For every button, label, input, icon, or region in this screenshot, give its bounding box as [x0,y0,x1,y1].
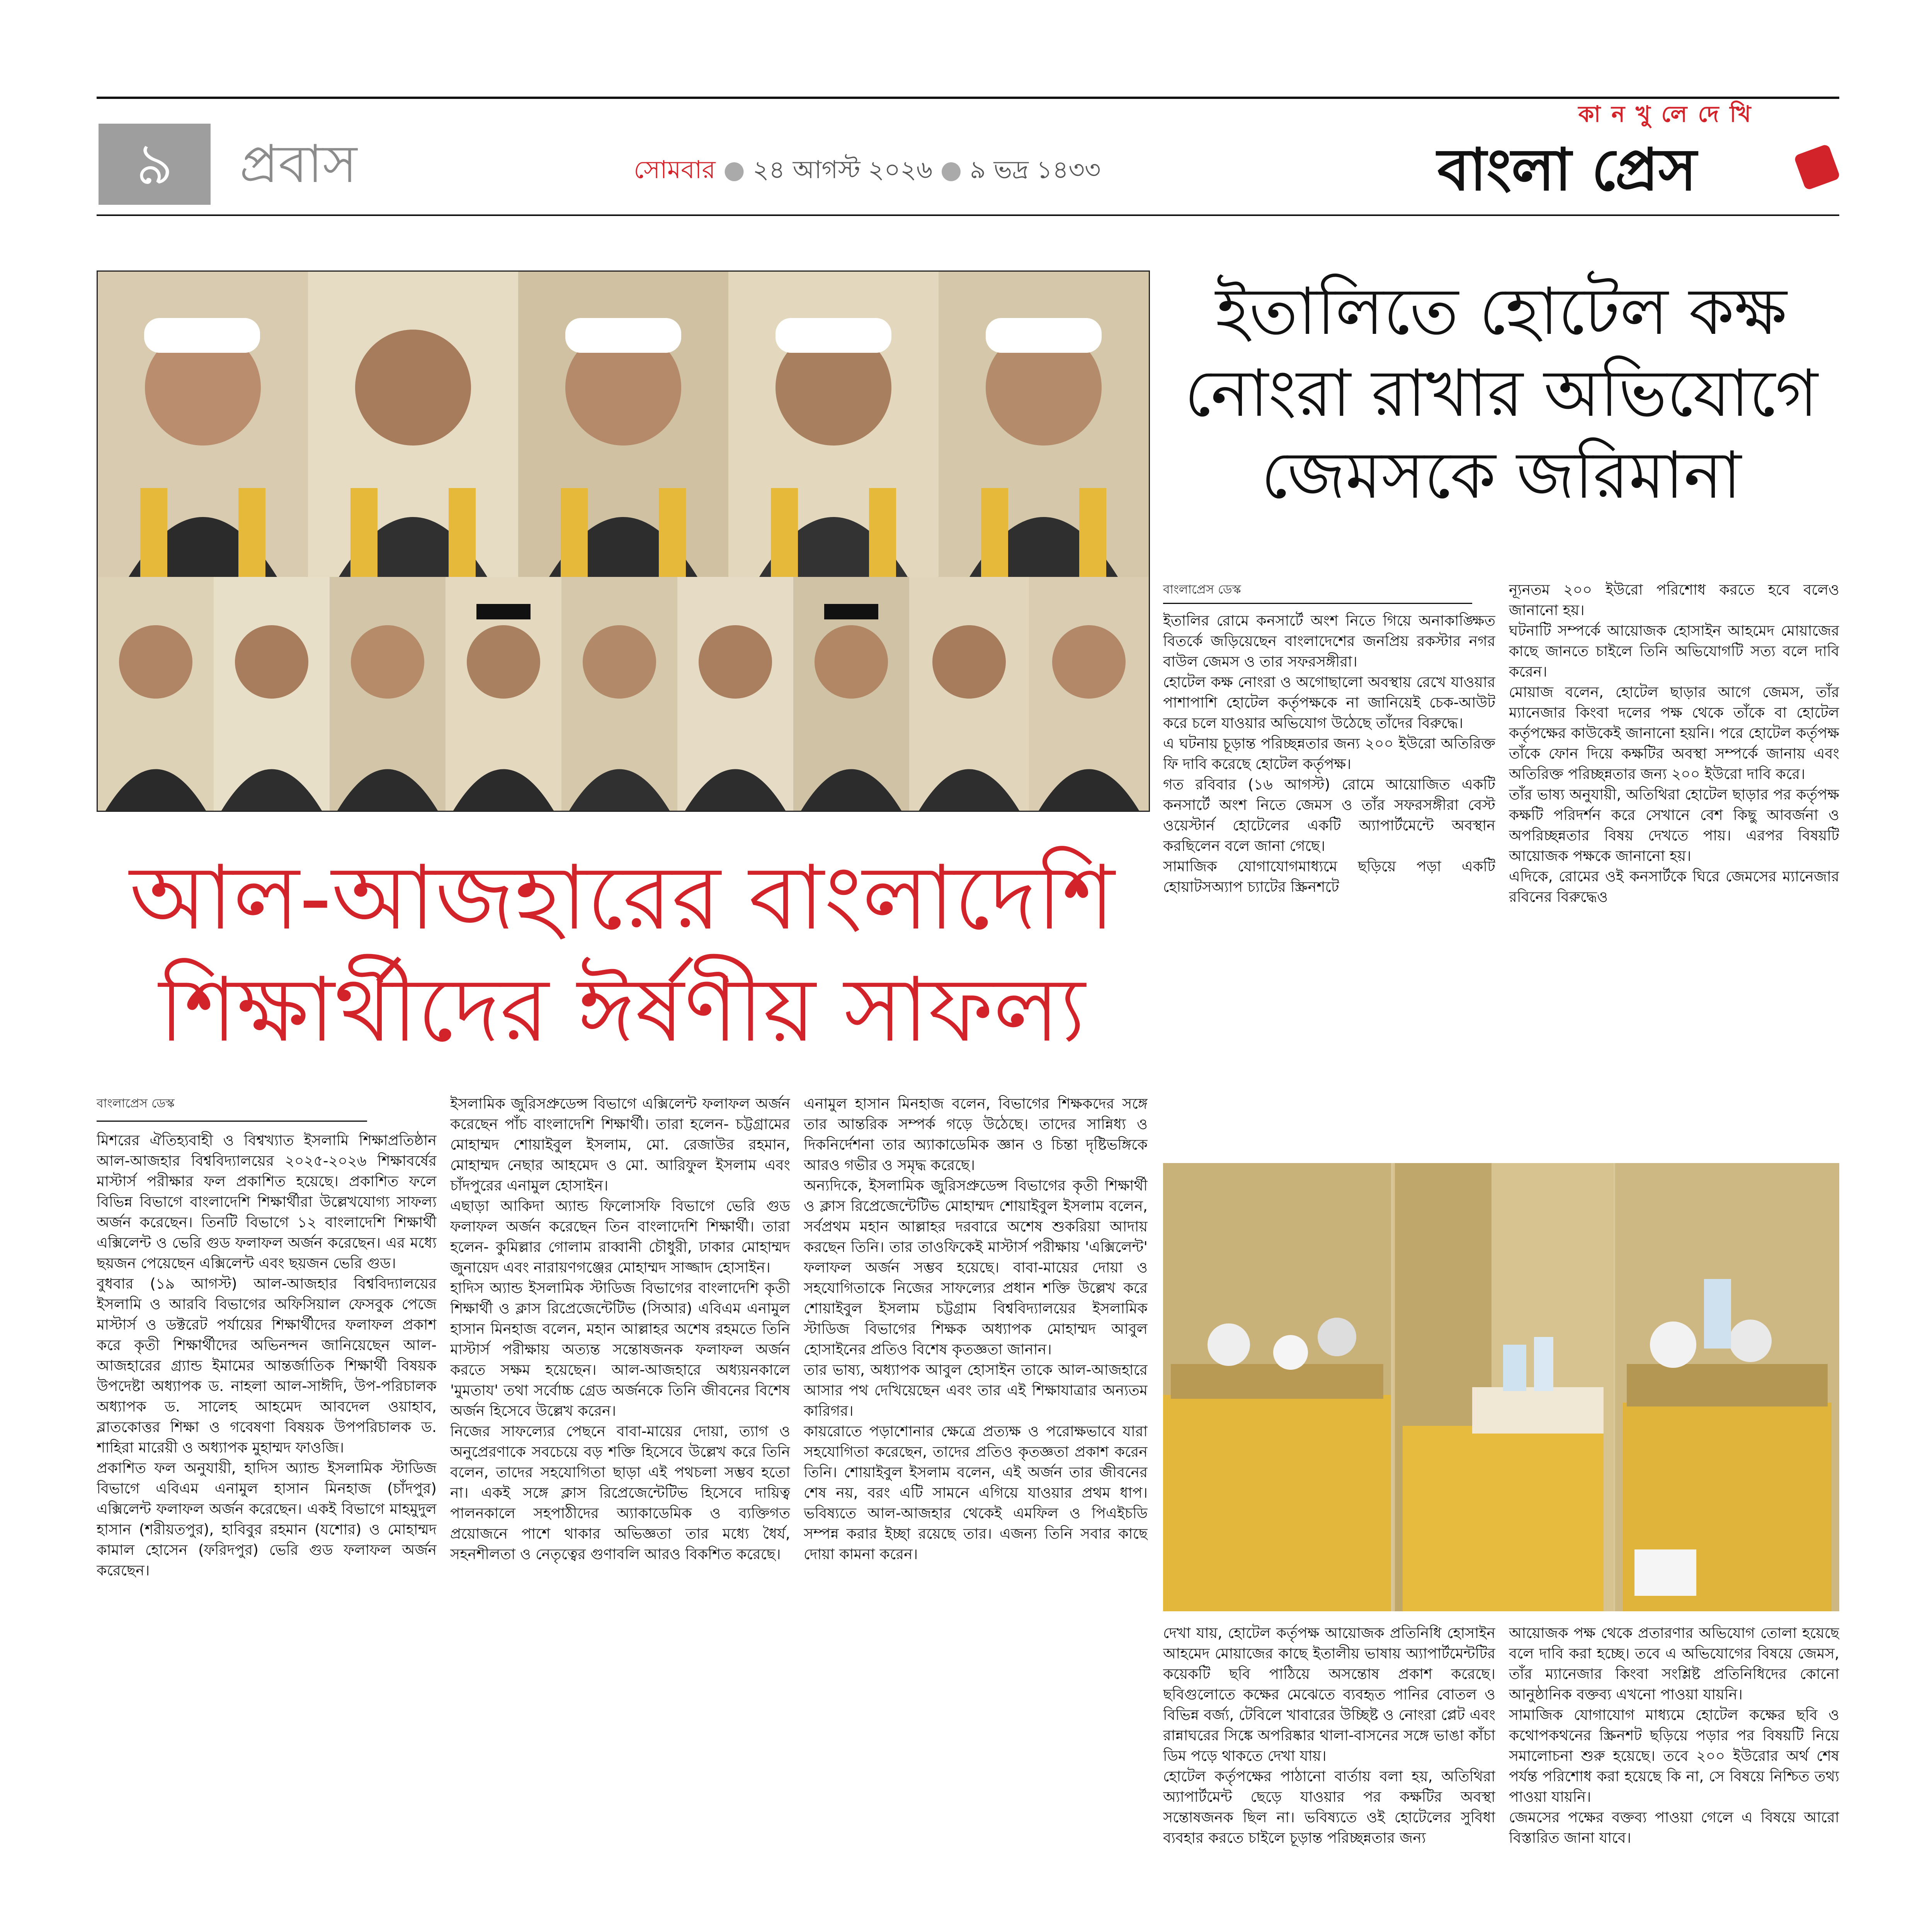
paragraph: প্রকাশিত ফল অনুযায়ী, হাদিস অ্যান্ড ইসলামিক স্টাডিজ বিভাগে এবিএম এনামুল হাসান মিনহাজ (চাঁদপুর) এক্সিলেন্ট ফলাফল অর্জন করেছেন। একই বিভাগে মাহমুদুল হাসান (শরীয়তপুর), হাবিবুর রহমান (যশোর) ও মোহাম্মদ কামাল হোসেন (ফরিদপুর) ভেরি গুড ফলাফল অর্জন করেছেন। [97,1459,437,1579]
dateline-day: সোমবার [634,156,716,184]
paragraph: মোয়াজ বলেন, হোটেল ছাড়ার আগে জেমস, তাঁর ম্যানেজার কিংবা দলের পক্ষ থেকে তাঁকে বা হোটেল কর্তৃপক্ষের কাউকেই জানানো হয়নি। পরে হোটেল কর্তৃপক্ষ তাঁকে ফোন দিয়ে কক্ষটির অবস্থা সম্পর্কে জানায় এবং অতিরিক্ত পরিচ্ছন্নতার জন্য ২০০ ইউরো দাবি করে। [1509,684,1839,782]
azhar-headline-line-2: শিক্ষার্থীদের ঈর্ষণীয় সাফল্য [159,959,1085,1062]
paragraph: গত রবিবার (১৬ আগস্ট) রোমে আয়োজিত একটি কনসার্টে অংশ নিতে জেমস ও তাঁর সফরসঙ্গীরা বেস্ট ওয়েস্টার্ন হোটেলের একটি অ্যাপার্টমেন্টে অবস্থান করছিলেন বলে জানা গেছে। [1163,776,1495,854]
paragraph: তার ভাষ্য, অধ্যাপক আবুল হোসাইন তাকে আল-আজহারে আসার পথ দেখিয়েছেন এবং তার এই শিক্ষাযাত্রার অন্যতম কারিগর। [804,1361,1148,1419]
page-number: ৯ [136,131,173,198]
masthead-logo [1437,133,1839,207]
paragraph: হোটেল কক্ষ নোংরা ও অগোছালো অবস্থায় রেখে যাওয়ার পাশাপাশি হোটেল কর্তৃপক্ষকে না জানিয়েই চেক-আউট করে চলে যাওয়ার অভিযোগ উঠেছে তাঁদের বিরুদ্ধে। [1163,673,1495,731]
azhar-headline-line-1: আল-আজহারের বাংলাদেশি [129,847,1115,950]
megaphone-icon [1794,144,1841,191]
paragraph: ইতালির রোমে কনসার্টে অংশ নিতে গিয়ে অনাকাঙ্ক্ষিত বিতর্কে জড়িয়েছেন বাংলাদেশের জনপ্রিয় রকস্টার নগর বাউল জেমস ও তার সফরসঙ্গীরা। [1163,612,1495,670]
paragraph: হাদিস অ্যান্ড ইসলামিক স্টাডিজ বিভাগের বাংলাদেশি কৃতী শিক্ষার্থী ও ক্লাস রিপ্রেজেন্টেটিভ (সিআর) এবিএম এনামুল হাসান মিনহাজ বলেন, মহান আল্লাহর অশেষ রহমতে তিনি মাস্টার্স পরীক্ষায় অত্যন্ত সন্তোষজনক ফলাফল অর্জন করতে সক্ষম হয়েছেন। আল-আজহারে অধ্যয়নকালে 'মুমতায' তথা সর্বোচ্চ গ্রেড অর্জনকে তিনি জীবনের বিশেষ অর্জন হিসেবে উল্লেখ করেন। [450,1279,790,1419]
paragraph: সামাজিক যোগাযোগমাধ্যমে ছড়িয়ে পড়া একটি হোয়াটসঅ্যাপ চ্যাটের স্ক্রিনশটে [1163,858,1495,895]
azhar-graduates-photo [97,270,1150,812]
dateline-date-en: ২৪ আগস্ট ২০২৬ [753,156,933,184]
italy-headline-line-2: নোংরা রাখার অভিযোগে [1184,355,1818,431]
italy-col-1 [1163,611,1495,1151]
italy-byline-rule [1163,603,1472,604]
paragraph: হোটেল কর্তৃপক্ষের পাঠানো বার্তায় বলা হয়, অতিথিরা অ্যাপার্টমেন্ট ছেড়ে যাওয়ার পর কক্ষটির অবস্থা সন্তোষজনক ছিল না। ভবিষ্যতে ওই হোটেলের সুবিধা ব্যবহার করতে চাইলে চূড়ান্ত পরিচ্ছন্নতার জন্য [1163,1768,1495,1846]
paragraph: ন্যূনতম ২০০ ইউরো পরিশোধ করতে হবে বলেও জানানো হয়। [1509,581,1839,619]
paragraph: মিশরের ঐতিহ্যবাহী ও বিশ্বখ্যাত ইসলামি শিক্ষাপ্রতিষ্ঠান আল-আজহার বিশ্ববিদ্যালয়ের ২০২৫-২০২৬ শিক্ষাবর্ষের মাস্টার্স পরীক্ষার ফল প্রকাশিত হয়েছে। প্রকাশিত ফলে বিভিন্ন বিভাগে বাংলাদেশি শিক্ষার্থীরা উল্লেখযোগ্য সাফল্য অর্জন করেছেন। তিনটি বিভাগে ১২ বাংলাদেশি শিক্ষার্থী এক্সিলেন্ট ও ভেরি গুড ফলাফল অর্জন করেছেন। এর মধ্যে ছয়জন পেয়েছেন এক্সিলেন্ট এবং ছয়জন ভেরি গুড। [97,1132,437,1272]
paragraph: এদিকে, রোমের ওই কনসার্টকে ঘিরে জেমসের ম্যানেজার রবিনের বিরুদ্ধেও [1509,868,1839,905]
paragraph: এছাড়া আকিদা অ্যান্ড ফিলোসফি বিভাগে ভেরি গুড ফলাফল অর্জন করেছেন তিন বাংলাদেশি শিক্ষার্থী। তারা হলেন- কুমিল্লার গোলাম রাব্বানী চৌধুরী, ঢাকার মোহাম্মদ জুনায়েদ এবং নারায়ণগঞ্জের মোহাম্মদ সাজ্জাদ হোসাইন। [450,1197,790,1276]
paragraph: নিজের সাফল্যের পেছনে বাবা-মায়ের দোয়া, ত্যাগ ও অনুপ্রেরণাকে সবচেয়ে বড় শক্তি হিসেবে উল্লেখ করে তিনি বলেন, তাদের সহযোগিতা ছাড়া এই পথচলা সম্ভব হতো না। একই সঙ্গে ক্লাস রিপ্রেজেন্টেটিভ হিসেবে দায়িত্ব পালনকালে সহপাঠীদের অ্যাকাডেমিক ও ব্যক্তিগত প্রয়োজনে পাশে থাকার অভিজ্ঞতা তার মধ্যে ধৈর্য, সহনশীলতা ও নেতৃত্বের গুণাবলি আরও বিকশিত করেছে। [450,1423,790,1563]
dot-icon: ● [723,156,745,184]
azhar-col-2 [450,1094,790,1932]
azhar-byline-rule [97,1121,367,1122]
azhar-col-1 [97,1130,437,1932]
italy-byline: বাংলাপ্রেস ডেস্ক [1163,582,1241,597]
azhar-byline: বাংলাপ্রেস ডেস্ক [97,1096,175,1111]
dateline [634,153,1100,187]
azhar-col-3 [804,1094,1148,1932]
paragraph: আয়োজক পক্ষ থেকে প্রতারণার অভিযোগ তোলা হয়েছে বলে দাবি করা হচ্ছে। তবে এ অভিযোগের বিষয়ে জেমস, তাঁর ম্যানেজার কিংবা সংশ্লিষ্ট প্রতিনিধিদের কোনো আনুষ্ঠানিক বক্তব্য এখনো পাওয়া যায়নি। [1509,1624,1839,1703]
paragraph: ঘটনাটি সম্পর্কে আয়োজক হোসাইন আহমেদ মোয়াজের কাছে জানতে চাইলে তিনি অভিযোগটি সত্য বলে দাবি করেন। [1509,622,1839,680]
paragraph: জেমসের পক্ষের বক্তব্য পাওয়া গেলে এ বিষয়ে আরো বিস্তারিত জানা যাবে। [1509,1809,1839,1846]
italy-headline-line-1: ইতালিতে হোটেল কক্ষ [1215,274,1787,349]
logo-text: বাংলা প্রেস [1437,136,1697,204]
azhar-headline [97,842,1148,1066]
paragraph: ইসলামিক জুরিসপ্রুডেন্স বিভাগে এক্সিলেন্ট ফলাফল অর্জন করেছেন পাঁচ বাংলাদেশি শিক্ষার্থী। তারা হলেন- চট্টগ্রামের মোহাম্মদ শোয়াইবুল ইসলাম, মো. রেজাউর রহমান, মোহাম্মদ নেছার আহমেদ ও মো. আরিফুল ইসলাম এবং চাঁদপুরের এনামুল হোসাইন। [450,1095,790,1194]
graduates-collage [98,272,1149,811]
paragraph: এনামুল হাসান মিনহাজ বলেন, বিভাগের শিক্ষকদের সঙ্গে তার আন্তরিক সম্পর্ক গড়ে উঠেছে। তাদের সান্নিধ্য ও দিকনির্দেশনা তার অ্যাকাডেমিক জ্ঞান ও চিন্তা দৃষ্টিভঙ্গিকে আরও গভীর ও সমৃদ্ধ করেছে। [804,1095,1148,1173]
paragraph: অন্যদিকে, ইসলামিক জুরিসপ্রুডেন্স বিভাগের কৃতী শিক্ষার্থী ও ক্লাস রিপ্রেজেন্টেটিভ মোহাম্মদ শোয়াইবুল ইসলাম বলেন, সর্বপ্রথম মহান আল্লাহর দরবারে অশেষ শুকরিয়া আদায় করছেন তিনি। তার তাওফিকেই মাস্টার্স পরীক্ষায় 'এক্সিলেন্ট' ফলাফল অর্জন সম্ভব হয়েছে। বাবা-মায়ের দোয়া ও সহযোগিতাকে নিজের সাফল্যের প্রধান শক্তি উল্লেখ করে শোয়াইবুল ইসলাম চট্টগ্রাম বিশ্ববিদ্যালয়ের ইসলামিক স্টাডিজ বিভাগের শিক্ষক অধ্যাপক মোহাম্মদ আবুল হোসাইনের প্রতিও বিশেষ কৃতজ্ঞতা জানান। [804,1177,1148,1358]
hotel-room-photo [1163,1163,1839,1611]
masthead-bottom-rule [97,214,1839,216]
paragraph: বুধবার (১৯ আগস্ট) আল-আজহার বিশ্ববিদ্যালয়ের ইসলামি ও আরবি বিভাগের অফিসিয়াল ফেসবুক পেজে মাস্টার্স ও ডক্টরেট পর্যায়ের শিক্ষার্থীদের ফলাফল প্রকাশ করে কৃতী শিক্ষার্থীদের অভিনন্দন জানিয়েছেন আল-আজহারের গ্র্যান্ড ইমামের আন্তর্জাতিক শিক্ষার্থী বিষয়ক উপদেষ্টা অধ্যাপক ড. নাহলা আল-সাঈদি, উপ-পরিচালক অধ্যাপক ড. সালেহ আহমেদ আবদেল ওয়াহাব, ব্লাতকোত্তর শিক্ষা ও গবেষণা বিষয়ক উপপরিচালক ড. শাহিরা মারেয়ী ও অধ্যাপক মুহাম্মদ ফাওজি। [97,1275,437,1456]
italy-col-4 [1509,1623,1839,1932]
italy-headline-line-3: জেমসকে জরিমানা [1261,437,1742,513]
section-name: প্রবাস [240,134,357,194]
paragraph: দেখা যায়, হোটেল কর্তৃপক্ষ আয়োজক প্রতিনিধি হোসাইন আহমেদ মোয়াজের কাছে ইতালীয় ভাষায় অ্যাপার্টমেন্টটির কয়েকটি ছবি পাঠিয়ে অসন্তোষ প্রকাশ করেছে। ছবিগুলোতে কক্ষের মেঝেতে ব্যবহৃত পানির বোতল ও বিভিন্ন বর্জ্য, টেবিলে খাবারের উচ্ছিষ্ট ও নোংরা প্লেট এবং রান্নাঘরের সিঙ্কে অপরিষ্কার থালা-বাসনের সঙ্গে ভাঙা কাঁচা ডিম পড়ে থাকতে দেখা যায়। [1163,1624,1495,1764]
bottom-row-portraits [98,577,1149,811]
top-row-portraits [98,272,1149,577]
italy-col-2 [1509,580,1839,1151]
paragraph: এ ঘটনায় চূড়ান্ত পরিচ্ছন্নতার জন্য ২০০ ইউরো অতিরিক্ত ফি দাবি করেছে হোটেল কর্তৃপক্ষ। [1163,735,1495,772]
paragraph: কায়রোতে পড়াশোনার ক্ষেত্রে প্রত্যক্ষ ও পরোক্ষভাবে যারা সহযোগিতা করেছেন, তাদের প্রতিও কৃতজ্ঞতা প্রকাশ করেন তিনি। শোয়াইবুল ইসলাম বলেন, এই অর্জন তার জীবনের শেষ নয়, বরং এটি সামনে এগিয়ে যাওয়ার প্রথম ধাপ। ভবিষ্যতে আল-আজহার থেকেই এমফিল ও পিএইচডি সম্পন্ন করার ইচ্ছা রয়েছে তার। এজন্য তিনি সবার কাছে দোয়া কামনা করেন। [804,1423,1148,1563]
paragraph: সামাজিক যোগাযোগ মাধ্যমে হোটেল কক্ষের ছবি ও কথোপকথনের স্ক্রিনশট ছড়িয়ে পড়ার পর বিষয়টি নিয়ে সমালোচনা শুরু হয়েছে। তবে ২০০ ইউরোর অর্থ শেষ পর্যন্ত পরিশোধ করা হয়েছে কি না, সে বিষয়ে নিশ্চিত তথ্য পাওয়া যায়নি। [1509,1706,1839,1805]
page-number-box [99,124,211,205]
italy-col-3 [1163,1623,1495,1932]
dot-icon: ● [940,156,962,184]
paragraph: তাঁর ভাষ্য অনুযায়ী, অতিথিরা হোটেল ছাড়ার পর কর্তৃপক্ষ কক্ষটি পরিদর্শন করে সেখানে বেশ কিছু আবর্জনা ও অপরিচ্ছন্নতার বিষয় দেখতে পায়। এরপর বিষয়টি আয়োজক পক্ষকে জানানো হয়। [1509,786,1839,864]
dateline-date-bn: ৯ ভদ্র ১৪৩৩ [969,156,1101,184]
hotel-room-collage [1163,1163,1839,1611]
italy-headline [1163,270,1839,516]
masthead-tagline: কা ন খু লে দে খি [1578,101,1753,127]
